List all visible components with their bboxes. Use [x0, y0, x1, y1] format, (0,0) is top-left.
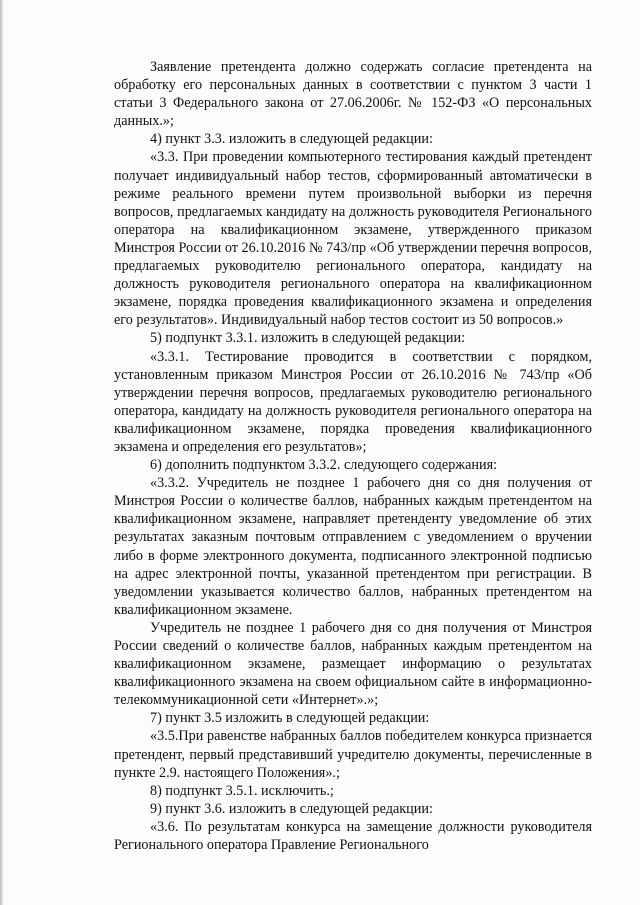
paragraph-item-9: 9) пункт 3.6. изложить в следующей редакции: — [150, 800, 433, 817]
paragraph-clause-3-3: «3.3. При проведении компьютерного тестирования каждый претендент получает индивидуальный набор тестов, сформированный автоматически в режиме реального времени путем произвольной выборки из перечня вопросов, предлагаемых кандидату на должность руководителя Регионального оператора на квалификационном экзамене, утвержденного приказом Минстроя России от 26.10.2016 № 743/пр «Об утверждении перечня вопросов, предлагаемых руководителю регионального оператора, кандидату на должность руководителя регионального оператора на квалификационном экзамене, порядка проведения квалификационного экзамена и определения его результатов». Индивидуальный набор тестов состоит из 50 вопросов.» — [114, 149, 592, 329]
paragraph-founder-publication: Учредитель не позднее 1 рабочего дня со дня получения от Минстроя России сведений о количестве баллов, набранных каждым претендентом на квалификационном экзамене, размещает информацию о результатах квалификационного экзамена на своем официальном сайте в информационно-телекоммуникационной сети «Интернет».»; — [114, 619, 592, 709]
paragraph-item-4: 4) пункт 3.3. изложить в следующей редакции: — [150, 131, 433, 148]
paragraph-clause-3-5: «3.5.При равенстве набранных баллов победителем конкурса признается претендент, первый представивший учредителю документы, перечисленные в пункте 2.9. настоящего Положения».; — [114, 728, 592, 781]
paragraph-item-5: 5) подпункт 3.3.1. изложить в следующей редакции: — [150, 330, 466, 347]
scan-edge — [0, 0, 3, 905]
paragraph-clause-3-3-2: «3.3.2. Учредитель не позднее 1 рабочего дня со дня получения от Минстроя России о количестве баллов, набранных каждым претендентом на квалификационном экзамене, направляет претенденту уведомление об этих результатах заказным почтовым отправлением с уведомлением о вручении либо в форме электронного документа, подписанного электронной подписью на адрес электронной почты, указанной претендентом при регистрации. В уведомлении указывается количество баллов, набранных претендентом на квалификационном экзамене. — [114, 475, 592, 618]
document-body — [114, 58, 592, 854]
paragraph-item-8: 8) подпункт 3.5.1. исключить.; — [150, 782, 334, 799]
paragraph-item-7: 7) пункт 3.5 изложить в следующей редакции: — [150, 710, 430, 727]
paragraph-clause-3-3-1: «3.3.1. Тестирование проводится в соответствии с порядком, установленным приказом Минстроя России от 26.10.2016 № 743/пр «Об утверждении перечня вопросов, предлагаемых руководителю регионального оператора, кандидату на должность руководителя регионального оператора на квалификационном экзамене, порядка проведения квалификационного экзамена и определения его результатов»; — [114, 348, 592, 455]
paragraph-item-6: 6) дополнить подпунктом 3.3.2. следующего содержания: — [150, 457, 498, 474]
paragraph-clause-3-6: «3.6. По результатам конкурса на замещение должности руководителя Регионального оператора Правление Регионального — [114, 818, 592, 854]
paragraph-consent: Заявление претендента должно содержать согласие претендента на обработку его персональных данных в соответствии с пунктом 3 части 1 статьи 3 Федерального закона от 27.06.2006г. № 152-ФЗ «О персональных данных.»; — [114, 59, 592, 130]
